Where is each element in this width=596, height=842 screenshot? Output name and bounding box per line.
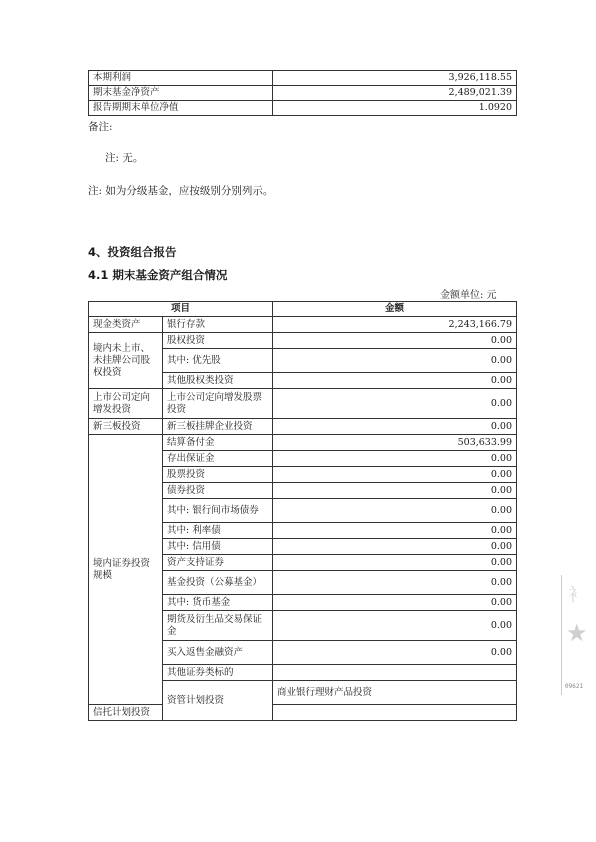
summary-row	[89, 86, 517, 101]
item-cell: 其中: 银行间市场债券	[163, 499, 273, 523]
item-cell: 其中: 利率债	[163, 523, 273, 539]
summary-value: 3,926,118.55	[273, 71, 517, 86]
item-cell: 结算备付金	[163, 435, 273, 451]
item-cell: 股票投资	[163, 467, 273, 483]
category-cell: 境内证券投资规模	[89, 435, 163, 705]
table-row	[89, 435, 517, 451]
item-cell: 信托计划投资	[89, 705, 163, 721]
item-cell: 其中: 优先股	[163, 349, 273, 373]
asset-allocation-table	[88, 301, 517, 721]
item-cell: 新三板挂牌企业投资	[163, 419, 273, 435]
table-row	[89, 705, 517, 721]
table-row	[89, 333, 517, 349]
table-row	[89, 419, 517, 435]
item-cell: 买入返售金融资产	[163, 641, 273, 665]
item-cell: 存出保证金	[163, 451, 273, 467]
amount-cell: 0.00	[273, 349, 517, 373]
amount-cell: 0.00	[273, 555, 517, 571]
amount-cell: 0.00	[273, 611, 517, 641]
item-cell: 债券投资	[163, 483, 273, 499]
star-icon: ★	[566, 619, 588, 647]
item-cell: 期货及衍生品交易保证金	[163, 611, 273, 641]
amount-cell: 0.00	[273, 595, 517, 611]
amount-cell: 0.00	[273, 523, 517, 539]
amount-cell: 0.00	[273, 571, 517, 595]
summary-value: 1.0920	[273, 101, 517, 116]
remark-note: 注: 无。	[105, 152, 144, 164]
amount-cell: 0.00	[273, 451, 517, 467]
item-cell: 其他证券类标的	[163, 665, 273, 681]
item-cell: 资产支持证券	[163, 555, 273, 571]
summary-value: 2,489,021.39	[273, 86, 517, 101]
item-cell: 基金投资（公募基金）	[163, 571, 273, 595]
amount-cell: 0.00	[273, 641, 517, 665]
remark-label: 备注:	[88, 121, 113, 133]
amount-cell: 0.00	[273, 419, 517, 435]
summary-label: 期末基金净资产	[89, 86, 273, 101]
amount-cell: 2,243,166.79	[273, 317, 517, 333]
unit-label: 金额单位: 元	[440, 290, 497, 301]
grading-note: 注: 如为分级基金，应按级别分别列示。	[88, 185, 274, 197]
stamp-code: 09621	[565, 683, 584, 690]
summary-row	[89, 71, 517, 86]
summary-label: 报告期期末单位净值	[89, 101, 273, 116]
amount-cell: 0.00	[273, 499, 517, 523]
section-4-1-title: 4.1 期末基金资产组合情况	[88, 268, 228, 282]
category-cell: 境内未上市、未挂牌公司股权投资	[89, 333, 163, 389]
table-row	[89, 389, 517, 419]
amount-cell: 0.00	[273, 467, 517, 483]
category-cell: 上市公司定向增发投资	[89, 389, 163, 419]
summary-label: 本期利润	[89, 71, 273, 86]
category-cell: 新三板投资	[89, 419, 163, 435]
table-row	[89, 317, 517, 333]
item-cell: 商业银行理财产品投资	[273, 681, 517, 705]
amount-cell: 0.00	[273, 373, 517, 389]
stamp-glyph: 衤	[568, 585, 586, 606]
amount-cell: 0.00	[273, 389, 517, 419]
summary-table	[88, 70, 517, 116]
header-amount: 金额	[273, 302, 517, 317]
header-item: 项目	[89, 302, 273, 317]
table-header-row	[89, 302, 517, 317]
item-cell: 股权投资	[163, 333, 273, 349]
amount-cell: 0.00	[273, 333, 517, 349]
item-cell: 其中: 货币基金	[163, 595, 273, 611]
item-cell: 其中: 信用债	[163, 539, 273, 555]
item-cell: 其他股权类投资	[163, 373, 273, 389]
section-4-title: 4、投资组合报告	[88, 245, 177, 259]
amount-cell: 0.00	[273, 483, 517, 499]
amount-cell: 0.00	[273, 539, 517, 555]
category-cell: 现金类资产	[89, 317, 163, 333]
item-cell: 上市公司定向增发股票投资	[163, 389, 273, 419]
side-stamp	[561, 575, 596, 695]
category-cell: 资管计划投资	[163, 681, 273, 721]
summary-row	[89, 101, 517, 116]
amount-cell	[273, 665, 517, 681]
item-cell: 银行存款	[163, 317, 273, 333]
amount-cell: 503,633.99	[273, 435, 517, 451]
amount-cell	[273, 705, 517, 721]
